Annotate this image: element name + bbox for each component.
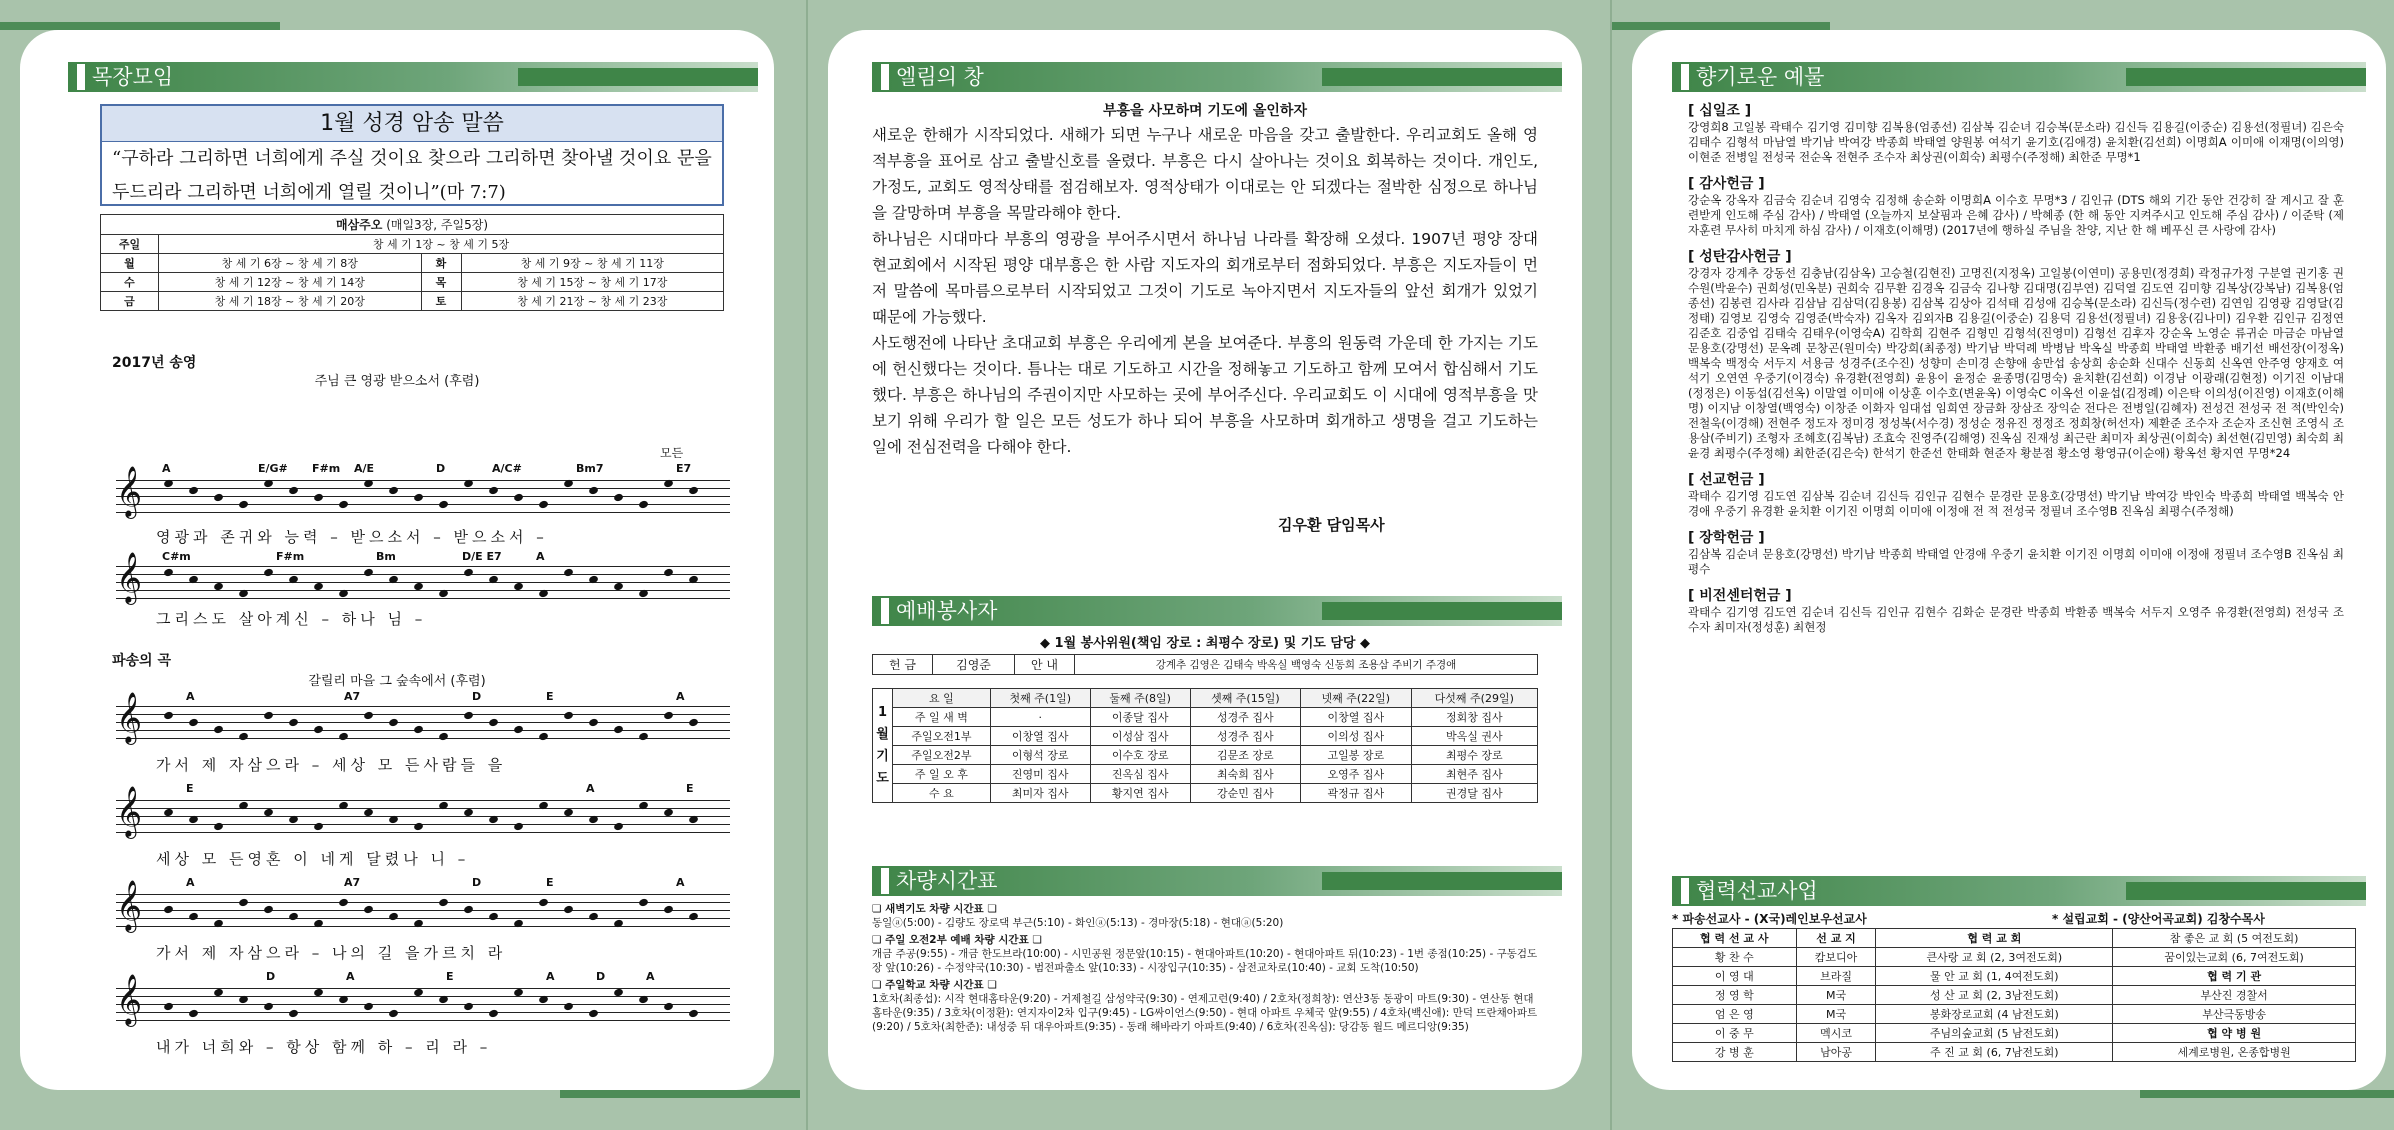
- cell: 엄 은 영: [1673, 1005, 1797, 1024]
- cell: 주 진 교 회 (6, 7남전도회): [1876, 1043, 2113, 1062]
- note-head: [163, 711, 174, 721]
- cell: 곽정규 집사: [1301, 784, 1411, 803]
- chord: A: [346, 970, 355, 983]
- offering-names: 강영희8 고일봉 곽태수 김기영 김미향 김복용(엄종선) 김삼복 김순녀 김승복(문소라) 김신득 김용길(이중순) 김용선(정필녀) 김은숙 김태수 김형석 마남열 박기남 박여강 박종희 박태열 양원봉 여석기 윤기호(김애경) 윤치환(김선희) 이명희A 이미애 이재명(이의영) 이현준 전병일 전성국 전순옥 전현주 조수자 최상권(이희숙) 최평수(주정해) 최한준 무명*1: [1688, 120, 2344, 164]
- note-head: [563, 1002, 574, 1012]
- verse-text: “구하라 그리하면 너희에게 주실 것이요 찾으라 그리하면 찾아낼 것이요 문을 두드리라 그리하면 너희에게 열릴 것이니”(마 7:7): [112, 148, 712, 203]
- table-row: [873, 784, 1538, 803]
- lyric-line: 가서 제 자삼으라 – 세상 모 든사람들 을: [156, 756, 507, 774]
- staff: 𝄞: [116, 560, 730, 606]
- cell: 이성삼 집사: [1090, 727, 1190, 746]
- note-head: [588, 912, 599, 922]
- page-offerings: [1632, 30, 2386, 1090]
- cell: 진옥심 집사: [1090, 765, 1190, 784]
- service-title: ◆ 1월 봉사위원(책임 장로 : 최평수 장로) 및 기도 담당 ◆: [1040, 636, 1370, 651]
- note-head: [263, 905, 274, 915]
- cell: 최평수 장로: [1411, 746, 1537, 765]
- offering-table: [872, 654, 1538, 675]
- note-head: [588, 486, 599, 496]
- day-label: 주일: [101, 235, 159, 254]
- cell: 큰사랑 교 회 (2, 3여전도회): [1876, 948, 2113, 967]
- offering-list: [1688, 100, 2344, 635]
- note-head: [638, 898, 649, 908]
- note-head: [638, 995, 649, 1005]
- chord: D: [472, 876, 482, 889]
- offering-heading: [ 감사헌금 ]: [1688, 176, 1765, 192]
- offering-heading: [ 비전센터헌금 ]: [1688, 588, 1792, 604]
- section-header: 향기로운 예물: [1672, 62, 2366, 92]
- cell: ·: [990, 708, 1090, 727]
- note-head: [288, 1009, 299, 1019]
- note-head: [588, 815, 599, 825]
- cell: 봉화장로교회 (4 남전도회): [1876, 1005, 2113, 1024]
- page-fold: [806, 0, 808, 1130]
- prayer-table: [872, 688, 1538, 803]
- day-reading: 창 세 기 21장 ~ 창 세 기 23장: [461, 292, 724, 311]
- cell: 이수호 장로: [1090, 746, 1190, 765]
- cell: 강계추 김영은 김태숙 박옥실 백영숙 신동희 조용삼 주비기 주경애: [1075, 655, 1538, 675]
- note-head: [588, 718, 599, 728]
- note-head: [263, 568, 274, 578]
- cell: 주 일 오 후: [893, 765, 991, 784]
- cell: 브라질: [1796, 967, 1876, 986]
- cell: 부산극동방송: [2113, 1005, 2356, 1024]
- lyric-line: 세상 모 든영혼 이 네게 달렸나 니 –: [156, 850, 470, 868]
- note-head: [388, 815, 399, 825]
- note-head: [638, 589, 649, 599]
- cell: 김영준: [933, 655, 1015, 675]
- verse-title: 1월 성경 암송 말씀: [102, 106, 722, 142]
- cell: 성경주 집사: [1190, 708, 1300, 727]
- note-head: [213, 725, 224, 735]
- offering-heading: [ 선교헌금 ]: [1688, 472, 1765, 488]
- cell: 헌 금: [873, 655, 933, 675]
- cell: 황 찬 수: [1673, 948, 1797, 967]
- chord: A: [186, 690, 195, 703]
- table-row: [1673, 1043, 2356, 1062]
- offering-names: 곽태수 김기영 김도연 김삼복 김순녀 김신득 김인규 김현수 문경란 문용호(강명선) 박기남 박여강 박인숙 박종희 박태열 백복숙 안경애 우중기 유경환 윤치환 이기진 이명희 이미애 이정애 전 적 전성국 정필녀 조수영B 진옥심 최평수(주정해): [1688, 489, 2344, 518]
- cell: 진영미 집사: [990, 765, 1090, 784]
- section-header: 차량시간표: [872, 866, 1562, 896]
- note-head: [538, 500, 549, 510]
- note-head: [288, 718, 299, 728]
- cell: 성 산 교 회 (2, 3남전도회): [1876, 986, 2113, 1005]
- page-pastor-column: [828, 30, 1582, 1090]
- mission-head: * 설립교회 - (양산어곡교회) 김창수목사: [2052, 912, 2265, 926]
- chord: Bm: [376, 550, 396, 563]
- header-cell: 둘째 주(8일): [1090, 689, 1190, 708]
- note-head: [638, 500, 649, 510]
- chord: D: [436, 462, 446, 475]
- song-label: 2017년 송영: [112, 355, 197, 371]
- reading-subtitle: (매일3장, 주일5장): [386, 218, 489, 232]
- column-paragraph: 새로운 한해가 시작되었다. 새해가 되면 누구나 새로운 마음을 갖고 출발한다. 우리교회도 올해 영적부흥을 표어로 삼고 출발신호를 올렸다. 부흥은 다시 살아나는 것이요 회복하는 것이다. 개인도, 가정도, 교회도 영적상태를 점검해보자. 영적상태가 이대로는 안 되겠다는 절박한 심정으로 하나님을 갈망하며 부흥을 목말라해야 한다.: [872, 126, 1538, 222]
- cell: 이의성 집사: [1301, 727, 1411, 746]
- table-row: [873, 727, 1538, 746]
- note-head: [613, 822, 624, 832]
- note-head: [188, 912, 199, 922]
- day-label: 목: [421, 273, 461, 292]
- cell: 오영주 집사: [1301, 765, 1411, 784]
- note-head: [688, 718, 699, 728]
- note-head: [563, 711, 574, 721]
- header-cell: 넷째 주(22일): [1301, 689, 1411, 708]
- header-cell: 협 력 선 교 사: [1673, 929, 1797, 948]
- chord: A: [676, 876, 685, 889]
- note-head: [238, 732, 249, 742]
- mission-table: [1672, 928, 2356, 1062]
- chord: A: [676, 690, 685, 703]
- note-head: [488, 912, 499, 922]
- cell: 이형석 장로: [990, 746, 1090, 765]
- chord: A: [586, 782, 595, 795]
- chord: E: [186, 782, 194, 795]
- cell: 협 약 병 원: [2113, 1024, 2356, 1043]
- day-reading: 창 세 기 18장 ~ 창 세 기 20장: [159, 292, 422, 311]
- note-head: [438, 732, 449, 742]
- mission-head: * 파송선교사 - (X국)레인보우선교사: [1672, 912, 1867, 926]
- song-label: 파송의 곡: [112, 653, 171, 669]
- cell: M국: [1796, 986, 1876, 1005]
- chord: A: [186, 876, 195, 889]
- note-head: [438, 500, 449, 510]
- column-paragraph: 사도행전에 나타난 초대교회 부흥은 우리에게 본을 보여준다. 부흥의 원동력 가운데 한 가지는 기도에 헌신했다는 것이다. 틈나는 대로 기도하고 시간을 정해놓고 기도하고 함께 모여서 합심해서 기도했다. 부흥은 하나님의 주권이지만 사모하는 곳에 부어주신다. 우리교회도 이 시대에 영적부흥을 맛보기 위해 우리가 할 일은 모든 성도가 하나 되어 부흥을 사모하며 회개하고 생명을 걸고 기도하는 일에 전심전력을 다해야 한다.: [872, 334, 1538, 456]
- day-label: 월: [101, 254, 159, 273]
- note-head: [413, 822, 424, 832]
- cell: 주님의숲교회 (5 남전도회): [1876, 1024, 2113, 1043]
- note-head: [338, 898, 349, 908]
- cell: 이창열 집사: [1301, 708, 1411, 727]
- chord: A: [162, 462, 171, 475]
- note-head: [188, 1009, 199, 1019]
- bus-heading: ❏ 새벽기도 차량 시간표 ❏: [872, 903, 997, 915]
- note-head: [363, 905, 374, 915]
- note-head: [338, 995, 349, 1005]
- note-head: [563, 905, 574, 915]
- table-row: [1673, 967, 2356, 986]
- staff: 𝄞: [116, 474, 730, 520]
- song-title: 주님 큰 영광 받으소서 (후렴): [314, 374, 480, 389]
- cell: 황지연 집사: [1090, 784, 1190, 803]
- note-head: [688, 912, 699, 922]
- header-cell: 첫째 주(1일): [990, 689, 1090, 708]
- prayer-side: 1 월 기 도: [873, 689, 893, 803]
- cell: 정회창 집사: [1411, 708, 1537, 727]
- note-head: [388, 718, 399, 728]
- chord: A: [646, 970, 655, 983]
- cell: 김문조 장로: [1190, 746, 1300, 765]
- header-cell: 협 력 교 회: [1876, 929, 2113, 948]
- note-head: [463, 711, 474, 721]
- cell: 협 력 기 관: [2113, 967, 2356, 986]
- table-row: [1673, 1024, 2356, 1043]
- note-head: [238, 500, 249, 510]
- note-head: [288, 815, 299, 825]
- offering-names: 곽태수 김기영 김도연 김순녀 김신득 김인규 김현수 김화순 문경란 박종희 박환종 백복숙 서두지 오영주 유경환(전영희) 전성국 조수자 최미자(정성훈) 최현정: [1688, 605, 2344, 634]
- note-head: [688, 486, 699, 496]
- bus-schedule: [872, 902, 1538, 1034]
- page-fold: [1610, 0, 1612, 1130]
- chord: A/E: [354, 462, 375, 475]
- bus-route: 개금 주공(9:55) - 개금 한도브라(10:00) - 시민공원 정문앞(10:15) - 현대아파트(10:20) - 현대아파트 뒤(10:23) - 1번 종점(10:25) - 구동검도장 앞(10:26) - 수정약국(10:30) - 범전파출소 앞(10:33) - 시장입구(10:35) - 삼전교차로(10:40) - 교회 도착(10:50): [872, 948, 1538, 974]
- table-row: [1673, 1005, 2356, 1024]
- cell: 이 영 대: [1673, 967, 1797, 986]
- note-head: [513, 725, 524, 735]
- header-cell: 요 일: [893, 689, 991, 708]
- table-row: [1673, 986, 2356, 1005]
- staff: 𝄞: [116, 794, 730, 840]
- offering-names: 강순옥 강옥자 김금숙 김순녀 김영숙 김정해 송순화 이명희A 이수호 무명*3 / 김인규 (DTS 해외 기간 동안 건강히 잘 계시고 잘 훈련받게 인도해 주심 감사) / 박태열 (오늘까지 보살핌과 은혜 감사) / 박혜종 (한 해 동안 지켜주시고 인도해 주심 감사) / 이준탁 (제자훈련 무사히 마치게 하심 감사) / 이재호(이해명) (2017년에 행하실 주님을 찬양, 지난 한 해 베푸신 큰 사랑에 감사): [1688, 193, 2344, 237]
- note-head: [288, 912, 299, 922]
- staff: 𝄞: [116, 700, 730, 746]
- chord: E: [446, 970, 454, 983]
- cell: 꿈이있는교회 (6, 7여전도회): [2113, 948, 2356, 967]
- table-row: [873, 708, 1538, 727]
- note-head: [363, 711, 374, 721]
- note-head: [163, 1002, 174, 1012]
- note-head: [588, 1009, 599, 1019]
- note-head: [188, 486, 199, 496]
- day-reading: 창 세 기 9장 ~ 창 세 기 11장: [461, 254, 724, 273]
- cell: 안 내: [1015, 655, 1075, 675]
- offering-names: 강경자 강계추 강동선 김충남(김삼옥) 고승철(김현진) 고명진(지정옥) 고일봉(이연미) 공용민(정경희) 곽정규가정 구분열 권기홍 권수원(박윤수) 권희성(민옥분) 권희숙 김무환 김경옥 김금숙 김나향 김대명(김부연) 김덕열 김도연 김미향 김복상(강복남) 김복용(엄종선) 김봉련 김사라 김삼남 김삼덕(김용봉) 김삼복 김상아 김석태 김성애 김승복(문소라) 김신득(정수련) 김연임 김영광 김영달(김정태) 김영보 김영숙 김영준(박숙자) 김옥자 김외자B 김용길(이중순) 김용덕 김용선(정필녀) 김용웅(김나미) 김우환 김인규 김정연 김준호 김중업 김태숙 김태우(이영숙A) 김학희 김현주 김형민 김형석(진영미) 김형선 김후자 강순옥 노영순 류귀순 마금순 마남열 문용호(강명선) 문옥례 문창곤(원미숙) 박강희(최종정) 박기남 박덕례 박병남 박옥실 박종희 박태열 박환종 배기선 배선장(이정옥) 백복숙 백정숙 서두지 서용금 성경주(조수진) 성향미 손미경 손향애 송만섭 송상희 송순화 신대수 신동희 신옥연 안주영 양재호 여석기 오연연 우중기(이경숙) 유경환(전영희) 윤용이 윤정순 윤종명(김명숙) 윤치환(김선희) 이경남 이광래(김현정) 이기진 이남대(정정은) 이동섭(김선옥) 이말열 이미애 이상훈 이수호(변윤옥) 이영숙C 이옥선 이윤섭(김정례) 이은탁 이의성(이진영) 이재호(이해명) 이지남 이창열(백영숙) 이창준 이화자 임대섭 임희연 장금화 장삼조 장익순 전다은 전병일(김혜자) 전성건 전성국 전 적(박인숙) 전철욱(이경해) 전현주 정도자 정미경 정성복(서수경) 정성순 정유진 정정조 정희창(허선자) 제환준 조수자 조순자 조신현 조영식 조용삼(주비기) 조형자 조혜호(김복남) 조효숙 진영주(김해영) 진옥심 진재성 최근란 최미자 최상권(이희숙) 최선현(김민영) 최숙희 최윤경 최평수(주정해) 최한준(김은숙) 한석기 한준선 한태화 현준자 황분점 황소영 황영규(이순애) 황옥선 황지연 무명*24: [1688, 266, 2344, 460]
- note-head: [163, 568, 174, 578]
- cell: 최현주 집사: [1411, 765, 1537, 784]
- cell: 주일오전1부: [893, 727, 991, 746]
- chord: A: [536, 550, 545, 563]
- day-label: 금: [101, 292, 159, 311]
- reading-title: 매삼주오: [335, 218, 383, 232]
- note-head: [488, 1009, 499, 1019]
- cell: 캄보디아: [1796, 948, 1876, 967]
- note-head: [363, 1002, 374, 1012]
- note-head: [188, 718, 199, 728]
- note-head: [538, 995, 549, 1005]
- note-head: [488, 486, 499, 496]
- chord: E: [546, 876, 554, 889]
- cell: 최미자 집사: [990, 784, 1090, 803]
- note-head: [613, 493, 624, 503]
- offering-names: 김삼복 김순녀 문용호(강명선) 박기남 박종희 박태열 안경애 우중기 윤치환 이기진 이명희 이미애 이정애 정필녀 조수영B 진옥심 최평수: [1688, 547, 2344, 576]
- note-head: [338, 589, 349, 599]
- note-head: [663, 711, 674, 721]
- note-head: [263, 711, 274, 721]
- note-head: [438, 898, 449, 908]
- note-head: [188, 815, 199, 825]
- cell: 참 좋은 교 회 (5 여전도회): [2113, 929, 2356, 948]
- note-head: [363, 568, 374, 578]
- header-cell: 셋째 주(15일): [1190, 689, 1300, 708]
- note-head: [288, 486, 299, 496]
- note-head: [238, 995, 249, 1005]
- cell: 수 요: [893, 784, 991, 803]
- top-band-right: [1610, 22, 1830, 30]
- day-reading: 창 세 기 6장 ~ 창 세 기 8장: [159, 254, 422, 273]
- note-head: [213, 822, 224, 832]
- cell: 강순민 집사: [1190, 784, 1300, 803]
- note-head: [538, 589, 549, 599]
- table-row: [873, 746, 1538, 765]
- lyric-line: 영광과 존귀와 능력 – 받으소서 – 받으소서 –: [156, 528, 548, 546]
- note-head: [563, 479, 574, 489]
- memory-verse-box: [100, 104, 724, 206]
- note-head: [413, 725, 424, 735]
- chord: F#m: [276, 550, 305, 563]
- bottom-band-right: [2140, 1090, 2394, 1098]
- note-head: [313, 822, 324, 832]
- cell: 최숙희 집사: [1190, 765, 1300, 784]
- note-head: [663, 479, 674, 489]
- note-head: [438, 995, 449, 1005]
- column-paragraph: 하나님은 시대마다 부흥의 영광을 부어주시면서 하나님 나라를 확장해 오셨다. 1907년 평양 장대현교회에서 시작된 평양 대부흥은 한 사람 지도자의 회개로부터 점화되었다. 부흥은 지도자들이 먼저 말씀에 목마름으로부터 시작되었고 그것이 기도로 녹아지면서 지도자들의 앞선 회개가 있었기 때문에 가능했다.: [872, 230, 1538, 326]
- table-row: [1673, 948, 2356, 967]
- note-head: [413, 493, 424, 503]
- note-head: [663, 568, 674, 578]
- cell: 고일봉 장로: [1301, 746, 1411, 765]
- note-head: [163, 479, 174, 489]
- note-head: [163, 905, 174, 915]
- note-head: [313, 725, 324, 735]
- note-head: [263, 1002, 274, 1012]
- day-label: 수: [101, 273, 159, 292]
- table-row: [873, 765, 1538, 784]
- note-head: [513, 493, 524, 503]
- bus-heading: ❏ 주일 오전2부 예배 차량 시간표 ❏: [872, 934, 1042, 946]
- chord: Bm7: [576, 462, 604, 475]
- offering-heading: [ 장학헌금 ]: [1688, 530, 1765, 546]
- section-header: 엘림의 창: [872, 62, 1562, 92]
- day-reading: 창 세 기 15장 ~ 창 세 기 17장: [461, 273, 724, 292]
- note-head: [388, 486, 399, 496]
- day-reading: 창 세 기 12장 ~ 창 세 기 14장: [159, 273, 422, 292]
- note-head: [338, 500, 349, 510]
- chord: E7: [676, 462, 692, 475]
- note-head: [613, 725, 624, 735]
- column-body: [872, 122, 1538, 460]
- note-head: [213, 493, 224, 503]
- song-title: 갈릴리 마을 그 숲속에서 (후렴): [308, 674, 486, 689]
- header-cell: 선 교 지: [1796, 929, 1876, 948]
- note-head: [663, 1002, 674, 1012]
- note-head: [488, 815, 499, 825]
- day-reading: 창 세 기 1장 ~ 창 세 기 5장: [159, 235, 724, 254]
- chord: E: [686, 782, 694, 795]
- note-head: [488, 718, 499, 728]
- cell: 정 영 학: [1673, 986, 1797, 1005]
- note-head: [563, 568, 574, 578]
- day-label: 화: [421, 254, 461, 273]
- note-head: [363, 479, 374, 489]
- note-head: [463, 479, 474, 489]
- note-head: [238, 589, 249, 599]
- cell: 권경달 집사: [1411, 784, 1537, 803]
- day-label: 토: [421, 292, 461, 311]
- chord: D: [596, 970, 606, 983]
- chord: D: [266, 970, 276, 983]
- note-head: [538, 898, 549, 908]
- note-head: [438, 589, 449, 599]
- cell: 이종달 집사: [1090, 708, 1190, 727]
- chord: E/G#: [258, 462, 288, 475]
- note-head: [463, 905, 474, 915]
- top-band-left: [0, 22, 280, 30]
- note-head: [313, 493, 324, 503]
- offering-heading: [ 십일조 ]: [1688, 103, 1752, 119]
- chord: E: [546, 690, 554, 703]
- chord: A/C#: [492, 462, 522, 475]
- bus-heading: ❏ 주일학교 차량 시간표 ❏: [872, 979, 997, 991]
- chord: A: [546, 970, 555, 983]
- note-head: [513, 822, 524, 832]
- note-head: [388, 1009, 399, 1019]
- section-header: 예배봉사자: [872, 596, 1562, 626]
- score-song2: [116, 690, 730, 1080]
- chord: D: [472, 690, 482, 703]
- cell: 멕시코: [1796, 1024, 1876, 1043]
- cell: 물 안 교 회 (1, 4여전도회): [1876, 967, 2113, 986]
- cell: 남아공: [1796, 1043, 1876, 1062]
- section-header: 목장모임: [68, 62, 758, 92]
- lyric-extra: 모든: [660, 446, 684, 460]
- chord: A7: [344, 690, 361, 703]
- cell: 성경주 집사: [1190, 727, 1300, 746]
- chord: F#m: [312, 462, 341, 475]
- cell: 주 일 새 벽: [893, 708, 991, 727]
- note-head: [463, 1002, 474, 1012]
- lyric-line: 그리스도 살아계신 – 하나 님 –: [156, 610, 427, 628]
- staff: 𝄞: [116, 888, 730, 934]
- bottom-band-left: [560, 1090, 800, 1098]
- cell: M국: [1796, 1005, 1876, 1024]
- header-cell: 다섯째 주(29일): [1411, 689, 1537, 708]
- note-head: [538, 732, 549, 742]
- column-title: 부흥을 사모하며 기도에 올인하자: [1103, 103, 1307, 119]
- note-head: [463, 568, 474, 578]
- note-head: [338, 732, 349, 742]
- bus-route: 1호차(최종섭): 시작 현대홈타운(9:20) - 거제철길 삼성약국(9:30) - 연제고런(9:40) / 2호차(정희창): 연산3동 동광이 마트(9:30) - 연산동 현대홈타운(9:35) / 3호차(이정환): 연지자이2차 입구(9:45) - LG싸이언스(9:50) - 현대 아파트 우체국 앞(9:55) / 4호차(백신애): 만덕 뜨란채아파트(9:20) / 5호차(최한준): 내성중 뒤 대우아파트(9:35) - 동래 해바라기 아파트(9:40) / 6호차(진옥심): 당감동 월드 메르디앙(9:35): [872, 993, 1538, 1033]
- reading-plan-table: [100, 214, 724, 311]
- chord: C#m: [162, 550, 191, 563]
- staff: 𝄞: [116, 982, 730, 1028]
- cell: 이 중 무: [1673, 1024, 1797, 1043]
- cell: 강 병 훈: [1673, 1043, 1797, 1062]
- note-head: [688, 1009, 699, 1019]
- cell: 세계로병원, 온종합병원: [2113, 1043, 2356, 1062]
- cell: 이창열 집사: [990, 727, 1090, 746]
- chord: A7: [344, 876, 361, 889]
- lyric-line: 가서 제 자삼으라 – 나의 길 을가르치 라: [156, 944, 507, 962]
- cell: 주일오전2부: [893, 746, 991, 765]
- note-head: [663, 905, 674, 915]
- lyric-line: 내가 너희와 – 항상 함께 하 – 리 라 –: [156, 1038, 492, 1056]
- section-header: 협력선교사업: [1672, 876, 2366, 906]
- score-song1: [116, 460, 730, 628]
- note-head: [388, 912, 399, 922]
- cell: 부산진 경찰서: [2113, 986, 2356, 1005]
- chord: D/E E7: [462, 550, 502, 563]
- note-head: [688, 815, 699, 825]
- note-head: [238, 898, 249, 908]
- page-small-group: [20, 30, 774, 1090]
- note-head: [263, 479, 274, 489]
- cell: 박옥실 권사: [1411, 727, 1537, 746]
- column-author: 김우환 담임목사: [1278, 516, 1385, 534]
- note-head: [638, 732, 649, 742]
- offering-heading: [ 성탄감사헌금 ]: [1688, 249, 1792, 265]
- bus-route: 동일ⓐ(5:00) - 김량도 장로댁 부근(5:10) - 화인ⓐ(5:13) - 경마장(5:18) - 현대ⓐ(5:20): [872, 917, 1284, 929]
